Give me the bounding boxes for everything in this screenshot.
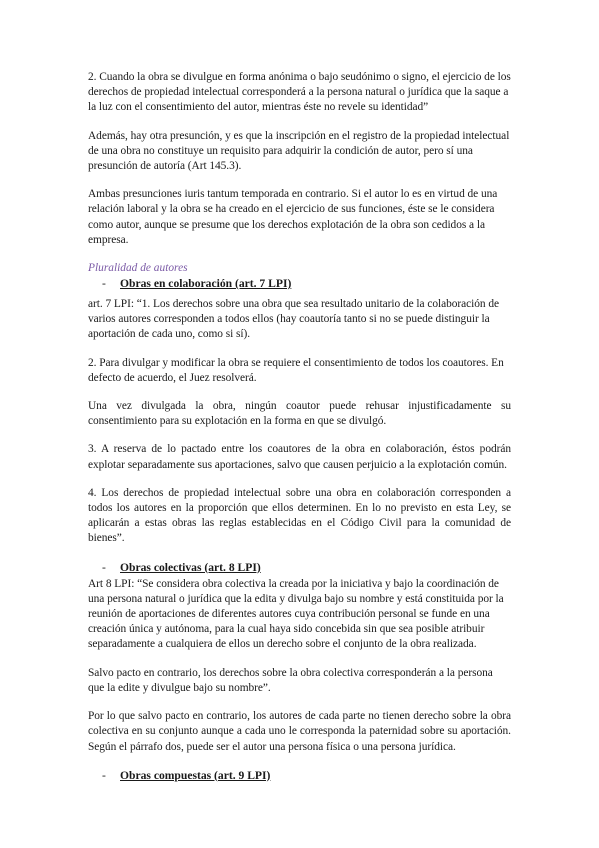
bullet-dash: - <box>102 560 106 574</box>
paragraph-colaboracion-3: Una vez divulgada la obra, ningún coautor puede rehusar injustificadamente su consentimiento para su explotación en la forma en que se divulgó. <box>88 400 511 428</box>
section-title: Obras compuestas (art. 9 LPI) <box>120 768 271 782</box>
section-title: Obras en colaboración (art. 7 LPI) <box>120 277 292 291</box>
paragraph-colectivas-2: Salvo pacto en contrario, los derechos sobre la obra colectiva corresponderán a la persona que la edite y divulgue bajo su nombre”. <box>88 666 493 694</box>
section-heading-compuestas <box>88 768 511 783</box>
paragraph-colaboracion-4: 3. A reserva de lo pactado entre los coautores de la obra en colaboración, éstos podrán explotar separadamente sus aportaciones, salvo que causen perjuicio a la explotación común. <box>88 443 511 471</box>
paragraph-colaboracion-1: art. 7 LPI: “1. Los derechos sobre una obra que sea resultado unitario de la colaboración de varios autores corresponden a todos ellos (hay coautoría tanto si no se puede distinguir la aportación de cada uno, como si sí). <box>88 298 500 341</box>
section-heading-colectivas <box>88 560 511 575</box>
paragraph-colaboracion-2: 2. Para divulgar y modificar la obra se requiere el consentimiento de todos los coautores. En defecto de acuerdo, el Juez resolverá. <box>88 356 504 384</box>
section-heading-colaboracion <box>88 276 511 291</box>
paragraph-colaboracion-5: 4. Los derechos de propiedad intelectual sobre una obra en colaboración corresponden a todos los autores en la proporción que ellos determinen. En lo no previsto en esta Ley, se aplicarán a estas obras las reglas establecidas en el Código Civil para la comunidad de bienes”. <box>88 486 511 545</box>
bullet-dash: - <box>102 768 106 782</box>
paragraph-registry-presumption: Además, hay otra presunción, y es que la inscripción en el registro de la propiedad intelectual de una obra no constituye un requisito para adquirir la condición de autor, pero sí una presunción de autoría (Art 145.3). <box>88 129 510 173</box>
section-title: Obras colectivas (art. 8 LPI) <box>120 560 261 574</box>
bullet-dash: - <box>102 277 106 291</box>
paragraph-colectivas-3: Por lo que salvo pacto en contrario, los autores de cada parte no tienen derecho sobre la obra colectiva en su conjunto aunque a cada uno le corresponda la paternidad sobre su aportación. Según el párrafo dos, puede ser el autor una persona física o una persona jurídica. <box>88 710 511 753</box>
subsection-title: Pluralidad de autores <box>88 262 188 275</box>
paragraph-iuris-tantum: Ambas presunciones iuris tantum temporada en contrario. Si el autor lo es en virtud de una relación laboral y la obra se ha creado en el ejercicio de sus funciones, éste se le considera como autor, aunque se presume que los derechos explotación de la obra son cedidos a la empresa. <box>88 188 498 246</box>
paragraph-colectivas-1: Art 8 LPI: “Se considera obra colectiva la creada por la iniciativa y bajo la coordinación de una persona natural o jurídica que la edita y divulga bajo su nombre y está constituida por la reunión de aportaciones de diferentes autores cuya contribución personal se funde en una creación única y autónoma, para la cual haya sido concebida sin que sea posible atribuir separadamente a cualquiera de ellos un derecho sobre el conjunto de la obra realizada. <box>88 577 504 651</box>
paragraph-anonymous-work: 2. Cuando la obra se divulgue en forma anónima o bajo seudónimo o signo, el ejercicio de los derechos de propiedad intelectual corresponderá a la persona natural o jurídica que la saque a la luz con el consentimiento del autor, mientras éste no revele su identidad” <box>88 71 511 114</box>
